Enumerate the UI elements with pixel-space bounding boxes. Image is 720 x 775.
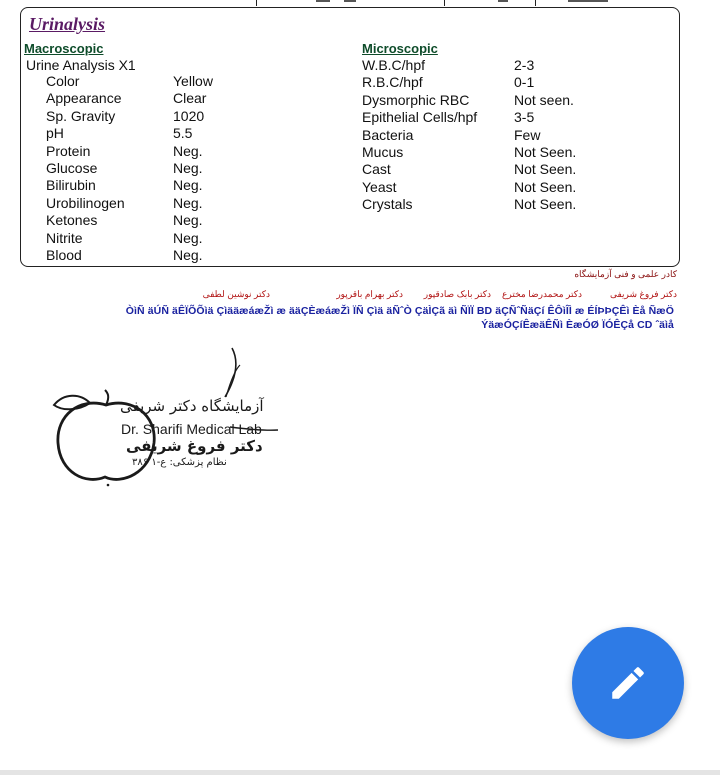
bottom-bar <box>0 770 720 775</box>
macro-label: pH <box>46 125 64 142</box>
stamp-doctor-name: دکتر فروغ شریفی <box>126 437 263 455</box>
macro-label: Ketones <box>46 212 98 229</box>
micro-value: Not Seen. <box>514 144 577 160</box>
lab-staff-section <box>0 267 720 337</box>
text-fragment <box>568 0 608 2</box>
doctor-name: دکتر فروغ شریفی <box>609 289 677 299</box>
text-fragment <box>344 0 356 2</box>
micro-value: Not Seen. <box>514 196 577 213</box>
macro-value: 5.5 <box>173 125 193 142</box>
micro-label: Bacteria <box>362 126 414 143</box>
micro-value: Not Seen. <box>514 161 577 178</box>
stamp-medical-code: نظام پزشکی: ع-۱ ۳۸۶ <box>132 457 227 468</box>
macro-value: Neg. <box>173 247 203 263</box>
micro-label: Dysmorphic RBC <box>362 91 470 108</box>
macro-label: Blood <box>46 247 82 263</box>
micro-value: Not Seen. <box>514 178 577 195</box>
micro-label: R.B.C/hpf <box>362 74 423 91</box>
macro-value: Neg. <box>173 194 203 211</box>
table-divider <box>444 0 445 6</box>
macro-value: Neg. <box>173 142 203 159</box>
edit-fab-button[interactable] <box>572 627 684 739</box>
staff-heading: کادر علمی و فنی آزمایشگاه <box>574 269 677 279</box>
accreditation-note: ÒìÑ äÚÑ äÊÏÕÕìä ÇìääæáæŽì æ ääÇÈæáæŽì ÏÑ Çìä äÑˆÒ ÇäÌÇã äì ÑÏÏ BD äÇÑˆÑäÇí ÊÔìÎÌ æ ÉÍÞÞÇÊì Èå ÑæÖ <box>125 305 674 317</box>
macro-label: Color <box>46 73 80 89</box>
macro-label: Appearance <box>46 90 122 107</box>
macro-value: Neg. <box>173 177 203 194</box>
micro-label: W.B.C/hpf <box>362 57 426 73</box>
doctor-name: دکتر نوشین لطفی <box>202 289 270 299</box>
lab-stamp <box>50 345 280 490</box>
doctor-name: دکتر بابک صادقپور <box>423 289 491 299</box>
micro-value: Few <box>514 126 541 143</box>
accreditation-note: ÝäæÓÇíÊæäÊÑì ÈæÓØ ÏÓÊÇå CD ˆäìå <box>481 319 674 331</box>
macro-label: Bilirubin <box>46 177 96 194</box>
micro-label: Yeast <box>362 178 397 195</box>
table-divider <box>535 0 536 6</box>
macro-label: Sp. Gravity <box>46 107 116 124</box>
urinalysis-panel <box>20 7 680 267</box>
urinalysis-title: Urinalysis <box>29 14 106 34</box>
text-fragment <box>316 0 330 2</box>
macro-value: 1020 <box>173 107 205 124</box>
macro-label: Urobilinogen <box>46 194 125 211</box>
macro-label: Glucose <box>46 160 98 176</box>
micro-value: 3-5 <box>514 109 535 126</box>
macroscopic-heading: Macroscopic <box>24 41 104 56</box>
macro-value: Neg. <box>173 160 203 176</box>
micro-label: Crystals <box>362 196 413 213</box>
micro-label: Mucus <box>362 144 404 160</box>
macro-value: Clear <box>173 90 207 107</box>
macro-label: Protein <box>46 142 91 159</box>
macro-value: Neg. <box>173 229 203 246</box>
micro-label: Epithelial Cells/hpf <box>362 109 478 126</box>
macro-value: Yellow <box>173 73 213 89</box>
text-fragment <box>498 0 508 2</box>
macro-label: Nitrite <box>46 229 83 246</box>
micro-label: Cast <box>362 161 391 178</box>
micro-value: Not seen. <box>514 91 574 108</box>
test-panel-title: Urine Analysis X1 <box>26 57 136 73</box>
stamp-lab-name-fa: آزمایشگاه دکتر شریفی <box>120 397 264 415</box>
doctor-name: دکتر بهرام باقرپور <box>336 289 403 299</box>
table-divider <box>256 0 257 6</box>
previous-section-fragment <box>0 0 720 6</box>
micro-value: 2-3 <box>514 57 535 73</box>
stamp-apple-icon <box>50 345 280 490</box>
doctor-name: دکتر محمدرضا مخترع <box>502 289 582 299</box>
macro-value: Neg. <box>173 212 203 229</box>
micro-value: 0-1 <box>514 74 535 91</box>
pencil-icon <box>607 662 649 704</box>
stamp-lab-name-en: Dr. Sharifi Medical Lab <box>121 421 262 437</box>
microscopic-heading: Microscopic <box>362 41 438 56</box>
